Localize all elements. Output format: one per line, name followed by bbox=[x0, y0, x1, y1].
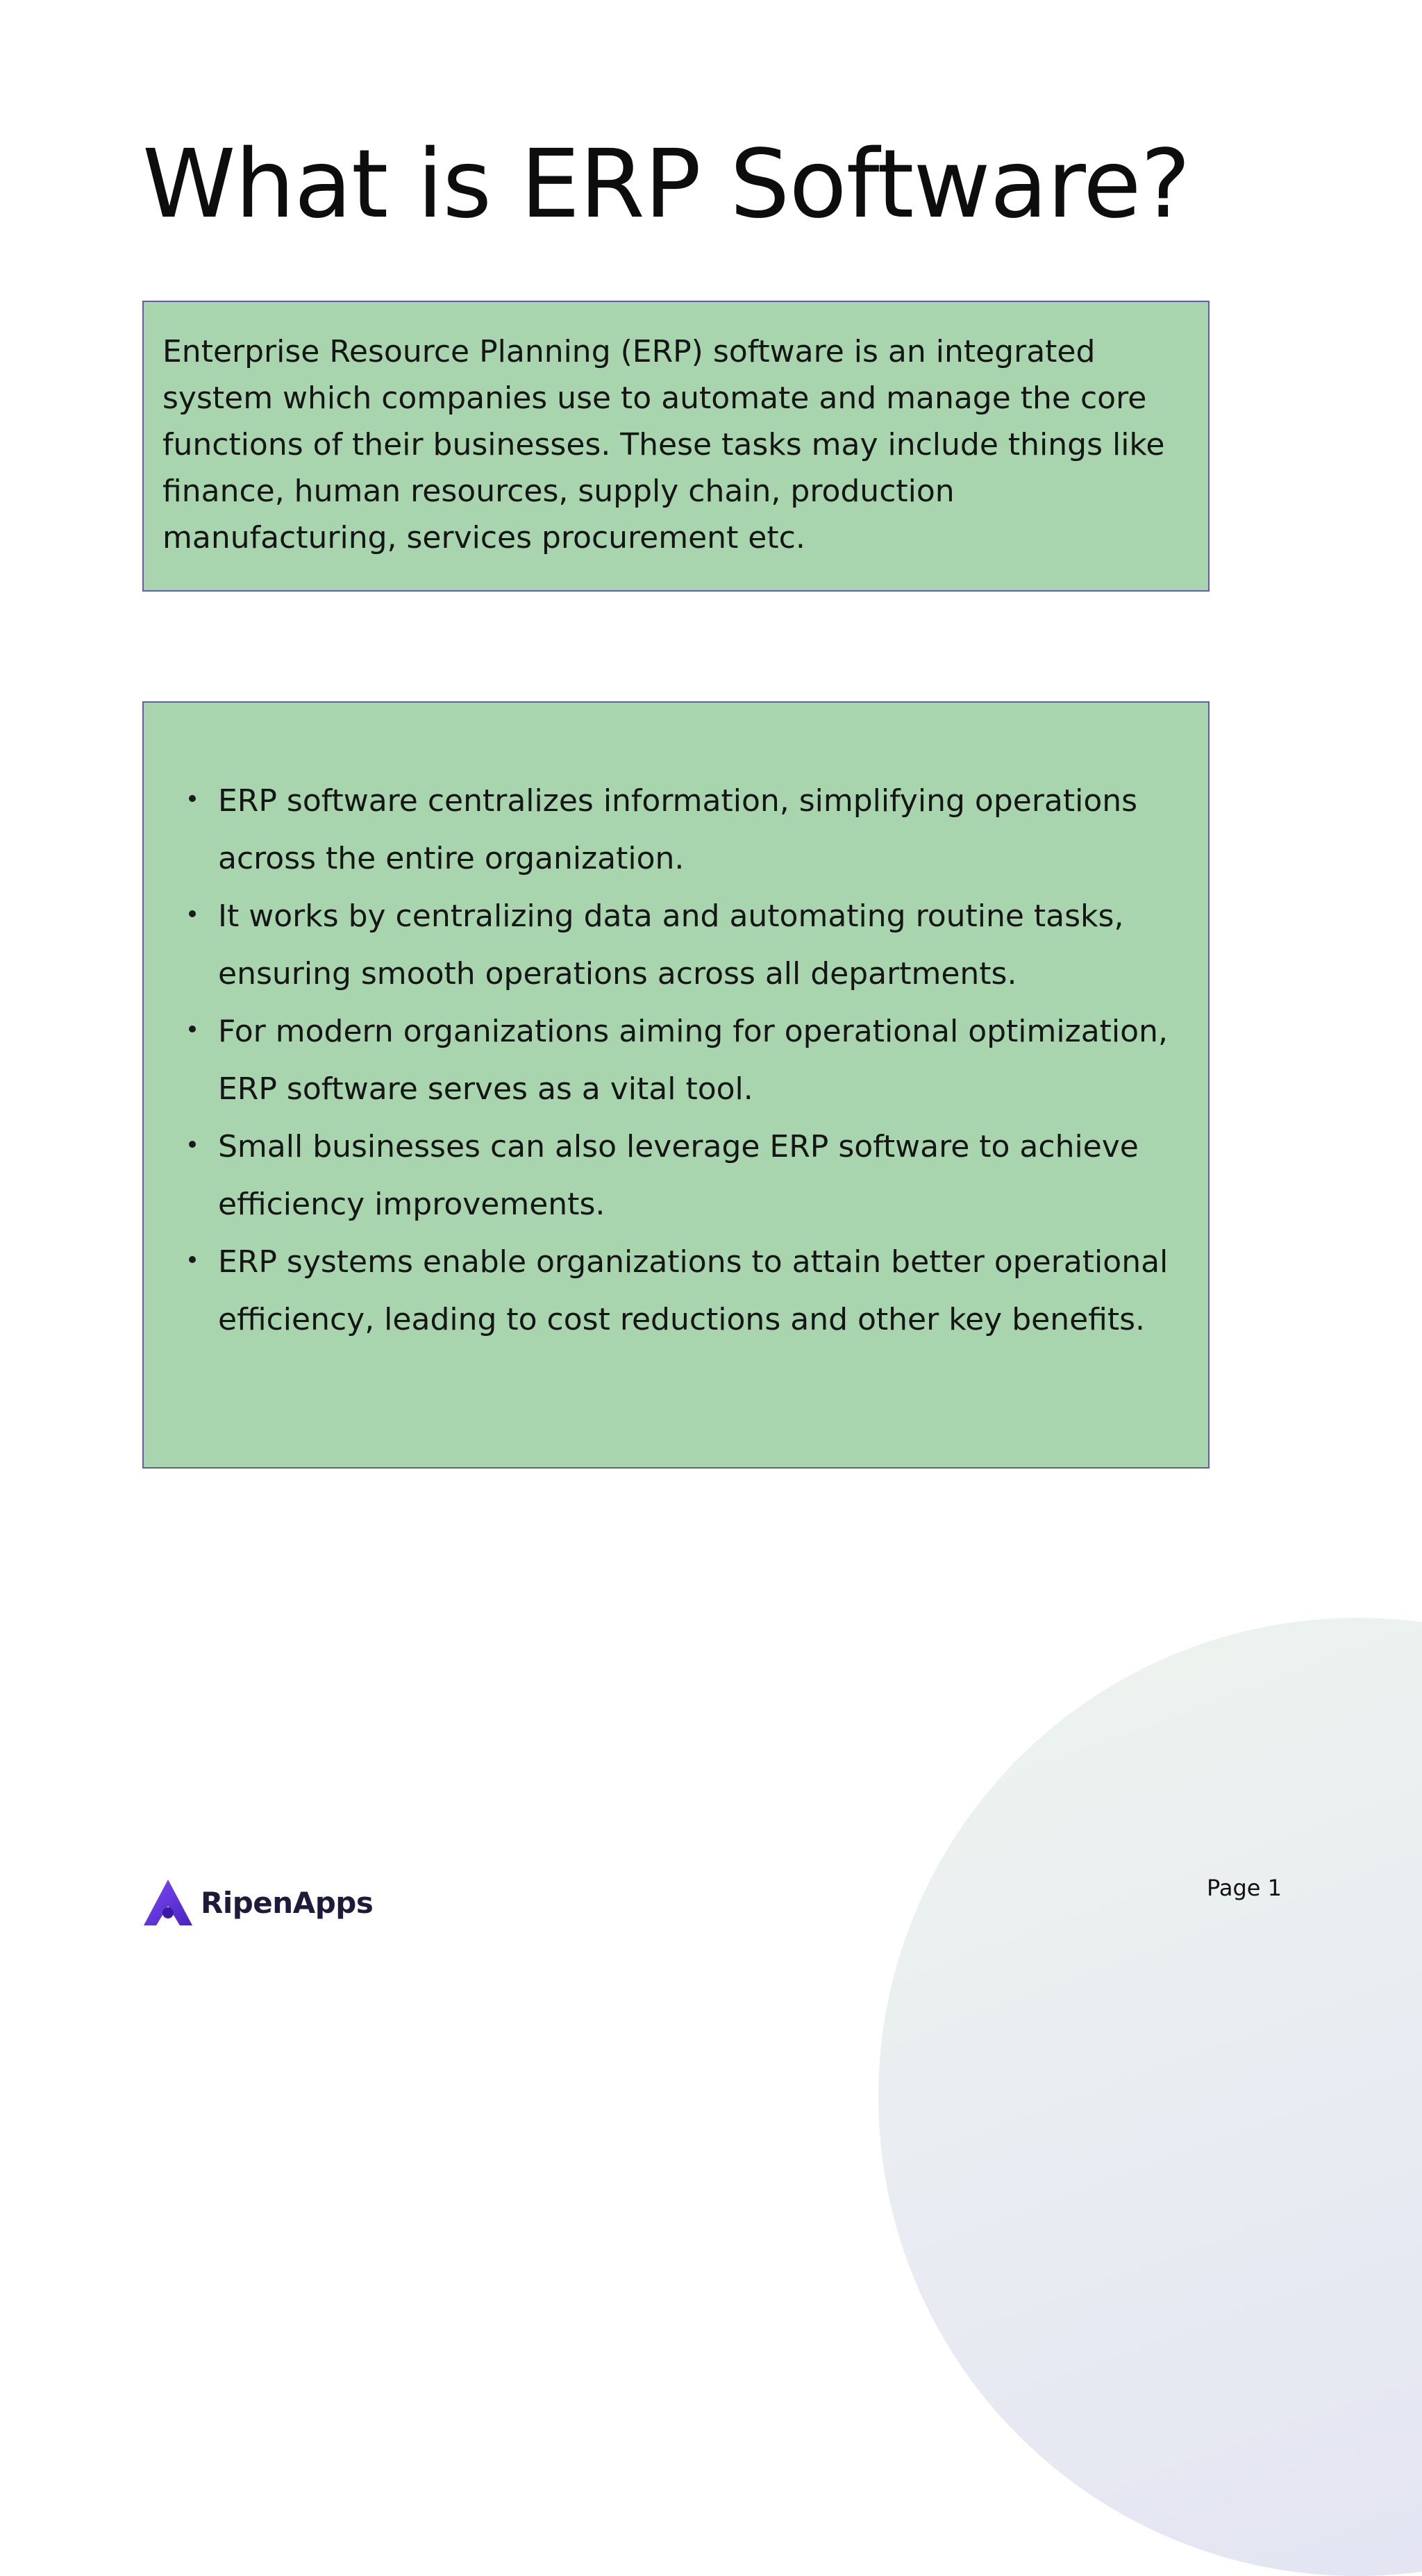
intro-box bbox=[142, 301, 1210, 592]
page-title: What is ERP Software? bbox=[142, 130, 1190, 240]
list-item bbox=[144, 1003, 1180, 1118]
bullet-text: ERP systems enable organizations to attain better operational efficiency, leading to cost reductions and other key benefits. bbox=[218, 1244, 1169, 1337]
decorative-circle bbox=[878, 1618, 1422, 2576]
brand-logo bbox=[142, 1877, 373, 1927]
intro-text: Enterprise Resource Planning (ERP) software is an integrated system which companies use to automate and manage the core functions of their businesses. These tasks may include things like finance, human resources, supply chain, production manufacturing, services procurement etc. bbox=[162, 334, 1165, 555]
list-item bbox=[144, 1118, 1180, 1233]
bullets-box bbox=[142, 701, 1210, 1469]
bullet-text: Small businesses can also leverage ERP software to achieve efficiency improvements. bbox=[218, 1129, 1139, 1222]
list-item bbox=[144, 772, 1180, 887]
bullet-text: ERP software centralizes information, simplifying operations across the entire organization. bbox=[218, 783, 1138, 876]
bullet-list bbox=[144, 772, 1180, 1348]
bullet-dot-icon bbox=[189, 1026, 196, 1032]
bullet-text: For modern organizations aiming for operational optimization, ERP software serves as a vital tool. bbox=[218, 1014, 1168, 1107]
list-item bbox=[144, 1233, 1180, 1348]
brand-name: RipenApps bbox=[201, 1885, 374, 1920]
bullet-dot-icon bbox=[189, 795, 196, 802]
list-item bbox=[144, 887, 1180, 1003]
bullet-dot-icon bbox=[189, 1141, 196, 1148]
bullet-dot-icon bbox=[189, 1256, 196, 1263]
bullet-text: It works by centralizing data and automating routine tasks, ensuring smooth operations across all departments. bbox=[218, 898, 1124, 992]
bullet-dot-icon bbox=[189, 910, 196, 917]
ripenapps-logo-icon bbox=[142, 1878, 194, 1927]
page-number: Page 1 bbox=[1207, 1875, 1282, 1901]
